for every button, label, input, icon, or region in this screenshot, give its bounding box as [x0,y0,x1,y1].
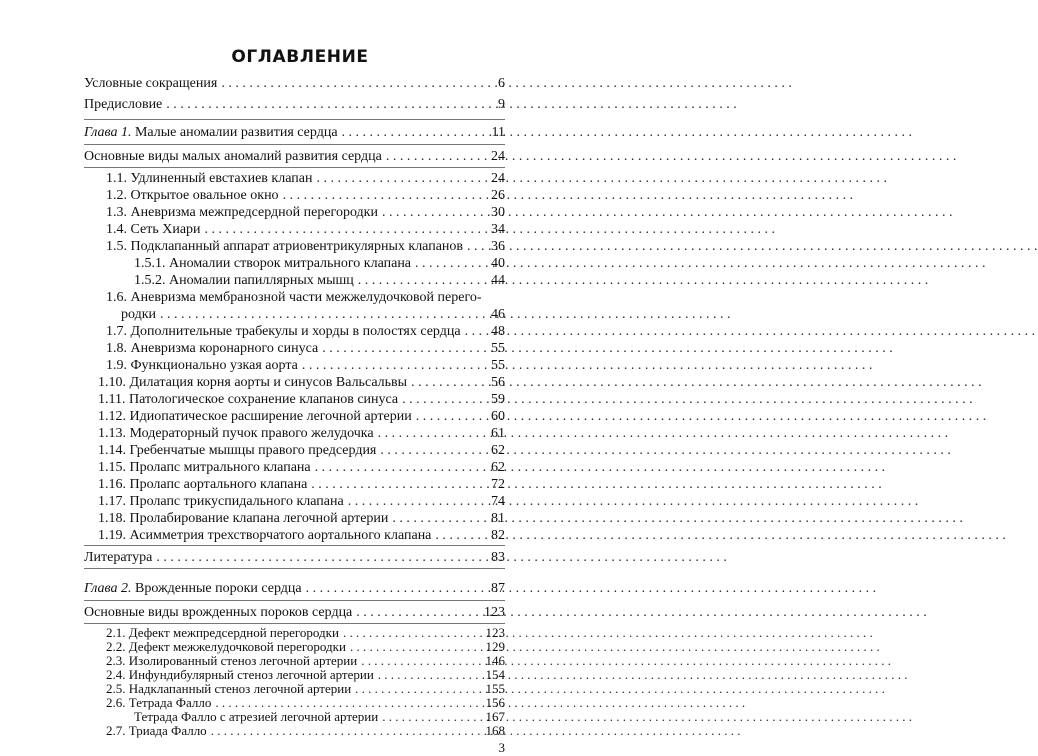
toc-entry-label: Литература [84,550,153,565]
toc-entry-continuation [106,306,505,323]
toc-entry[interactable] [98,510,505,527]
leader-dots [467,238,487,255]
toc-entry[interactable] [134,255,505,272]
toc-entry[interactable] [106,238,505,255]
leader-dots [348,493,487,510]
toc-entry-label: 1.6. Аневризма мембранозной части межжелудочковой перего- [106,290,482,305]
toc-entry-page: 83 [491,550,505,565]
toc-entry-page: 167 [485,709,505,724]
toc-entry-page: 24 [491,171,505,186]
toc-entry[interactable] [106,682,505,696]
toc-entry[interactable] [106,289,505,323]
toc-entry-page: 168 [485,723,505,738]
toc-entry[interactable] [134,272,505,289]
leader-dots [358,272,487,289]
toc-entry-page: 36 [491,239,505,254]
toc-entry-label: Основные виды врожденных пороков сердца [84,605,353,620]
divider [84,600,505,601]
toc-entry[interactable] [106,221,505,238]
toc-entry-label: 1.18. Пролабирование клапана легочной артерии [98,511,389,526]
leader-dots [402,391,487,408]
toc-entry-page: 72 [491,477,505,492]
toc-entry[interactable] [106,640,505,654]
divider [84,119,505,120]
toc-chapter-entry[interactable] [84,580,505,597]
toc-title: ОГЛАВЛЕНИЕ [231,47,369,67]
leader-dots [356,604,480,621]
leader-dots [156,549,487,566]
chapter-title: Малые аномалии развития сердца [134,125,338,140]
leader-dots [302,357,487,374]
toc-entry-label-continued: родки [121,307,157,322]
toc-entry[interactable] [98,476,505,493]
toc-entry[interactable] [84,75,505,92]
toc-entry-page: 154 [485,667,505,682]
toc-entry-page: 44 [491,273,505,288]
divider [84,545,505,546]
toc-entry-page: 24 [491,149,505,164]
toc-entry[interactable] [98,408,505,425]
leader-dots [382,204,487,221]
toc-entry-label: 1.12. Идиопатическое расширение легочной артерии [98,409,412,424]
leader-dots [465,323,487,340]
divider [84,167,505,168]
toc-entry-label: 2.2. Дефект межжелудочковой перегородки [106,639,346,654]
divider [84,623,505,624]
divider [84,568,505,569]
leader-dots [311,476,487,493]
page-number: 3 [498,740,505,755]
toc-entry-page: 123 [484,605,505,620]
leader-dots [342,124,487,141]
toc-entry-page: 48 [491,324,505,339]
toc-entry-label: 1.19. Асимметрия трехстворчатого аортального клапана [98,528,432,543]
leader-dots [306,580,487,597]
leader-dots [386,148,487,165]
toc-entry[interactable] [84,549,505,566]
leader-dots [416,408,487,425]
toc-entry[interactable] [106,724,505,738]
toc-entry[interactable] [106,626,505,640]
toc-entry-page: 82 [491,528,505,543]
chapter-prefix: Глава 1. [84,125,132,140]
toc-entry-page: 11 [491,125,505,140]
leader-dots [160,306,487,323]
toc-entry-page: 74 [491,494,505,509]
toc-entry[interactable] [106,340,505,357]
toc-entry-page: 40 [491,256,505,271]
toc-entry-label: 1.3. Аневризма межпредсердной перегородки [106,205,378,220]
leader-dots [380,442,487,459]
toc-entry-page: 123 [485,625,505,640]
toc-entry-label: 2.6. Тетрада Фалло [106,695,212,710]
toc-entry-label: Условные сокращения [84,76,218,91]
toc-entry-page: 61 [491,426,505,441]
toc-entry-page: 56 [491,375,505,390]
toc-entry-label [84,580,302,597]
toc-entry-label: 1.9. Функционально узкая аорта [106,358,298,373]
toc-entry-label: 1.7. Дополнительные трабекулы и хорды в полостях сердца [106,324,461,339]
toc-entry-label: 1.14. Гребенчатые мышцы правого предсердия [98,443,377,458]
divider [84,144,505,145]
toc-entry[interactable] [84,96,505,113]
toc-entry-label: 1.17. Пролапс трикуспидального клапана [98,494,344,509]
toc-entry-label: 2.7. Триада Фалло [106,723,207,738]
toc-entry[interactable] [98,374,505,391]
leader-dots [415,255,487,272]
toc-entry-page: 81 [491,511,505,526]
toc-entry[interactable] [106,696,505,710]
toc-entry-page: 146 [485,653,505,668]
toc-entry-label: 1.13. Модераторный пучок правого желудочка [98,426,374,441]
leader-dots [361,654,481,668]
toc-entry-label: 1.8. Аневризма коронарного синуса [106,341,319,356]
toc-entry-label [84,124,338,141]
leader-dots [322,340,487,357]
toc-entry[interactable] [84,604,505,621]
toc-entry-page: 46 [491,307,505,322]
toc-chapter-entry[interactable] [84,124,505,141]
toc-entry-page: 6 [498,76,505,91]
toc-entry[interactable] [134,710,505,724]
toc-entry[interactable] [98,391,505,408]
toc-entry[interactable] [106,668,505,682]
leader-dots [435,527,487,544]
leader-dots [392,510,487,527]
toc-entry-label: 2.4. Инфундибулярный стеноз легочной артерии [106,667,374,682]
toc-entry-page: 55 [491,341,505,356]
leader-dots [343,626,482,640]
toc-entry[interactable] [106,204,505,221]
leader-dots [211,724,482,738]
toc-entry[interactable] [106,654,505,668]
toc-entry-page: 62 [491,443,505,458]
toc-entry-page: 30 [491,205,505,220]
leader-dots [350,640,482,654]
leader-dots [166,96,487,113]
toc-entry-label: 1.5. Подклапанный аппарат атриовентрикулярных клапанов [106,239,464,254]
toc-entry-page: 34 [491,222,505,237]
toc-entry[interactable] [98,425,505,442]
toc-entry-label: 1.2. Открытое овальное окно [106,188,279,203]
leader-dots [378,668,482,682]
leader-dots [355,682,481,696]
leader-dots [316,170,487,187]
toc-entry[interactable] [98,459,505,476]
toc-entry-label: 1.5.1. Аномалии створок митрального клапана [134,256,412,271]
toc-entry-label: Основные виды малых аномалий развития сердца [84,149,382,164]
toc-entry-page: 59 [491,392,505,407]
toc-entry-label: Предисловие [84,97,163,112]
toc-entry-page: 9 [498,97,505,112]
toc-entry-page: 55 [491,358,505,373]
toc-entry-label: 2.3. Изолированный стеноз легочной артерии [106,653,358,668]
chapter-title: Врожденные пороки сердца [134,581,302,596]
toc-entry[interactable] [106,357,505,374]
leader-dots [205,221,487,238]
toc-entry-page: 155 [485,681,505,696]
toc-entry-label: Тетрада Фалло с атрезией легочной артерии [134,709,379,724]
chapter-prefix: Глава 2. [84,581,132,596]
leader-dots [221,75,487,92]
leader-dots [382,710,481,724]
toc-entry-page: 60 [491,409,505,424]
toc-entry[interactable] [98,442,505,459]
toc-entry[interactable] [84,148,505,165]
leader-dots [215,696,481,710]
toc-entry-label: 1.1. Удлиненный евстахиев клапан [106,171,313,186]
toc-entry[interactable] [106,323,505,340]
toc-entry-label: 1.10. Дилатация корня аорты и синусов Вальсальвы [98,375,408,390]
toc-entry[interactable] [98,493,505,510]
toc-entry-label: 2.5. Надклапанный стеноз легочной артерии [106,681,352,696]
toc-entry-page: 129 [485,639,505,654]
leader-dots [315,459,487,476]
leader-dots [378,425,487,442]
toc-entry-page: 156 [485,695,505,710]
toc-entry-label: 2.1. Дефект межпредсердной перегородки [106,625,339,640]
toc-entry-label: 1.16. Пролапс аортального клапана [98,477,308,492]
toc-entry-label: 1.4. Сеть Хиари [106,222,201,237]
toc-entry[interactable] [106,170,505,187]
toc-entry-label: 1.11. Патологическое сохранение клапанов синуса [98,392,399,407]
toc-entry-label: 1.15. Пролапс митрального клапана [98,460,311,475]
toc-entry-page: 87 [491,581,505,596]
leader-dots [283,187,487,204]
toc-entry-page: 62 [491,460,505,475]
leader-dots [411,374,487,391]
toc-entry[interactable] [106,187,505,204]
toc-entry[interactable] [98,527,505,544]
toc-entry-page: 26 [491,188,505,203]
toc-entry-label: 1.5.2. Аномалии папиллярных мышц [134,273,354,288]
